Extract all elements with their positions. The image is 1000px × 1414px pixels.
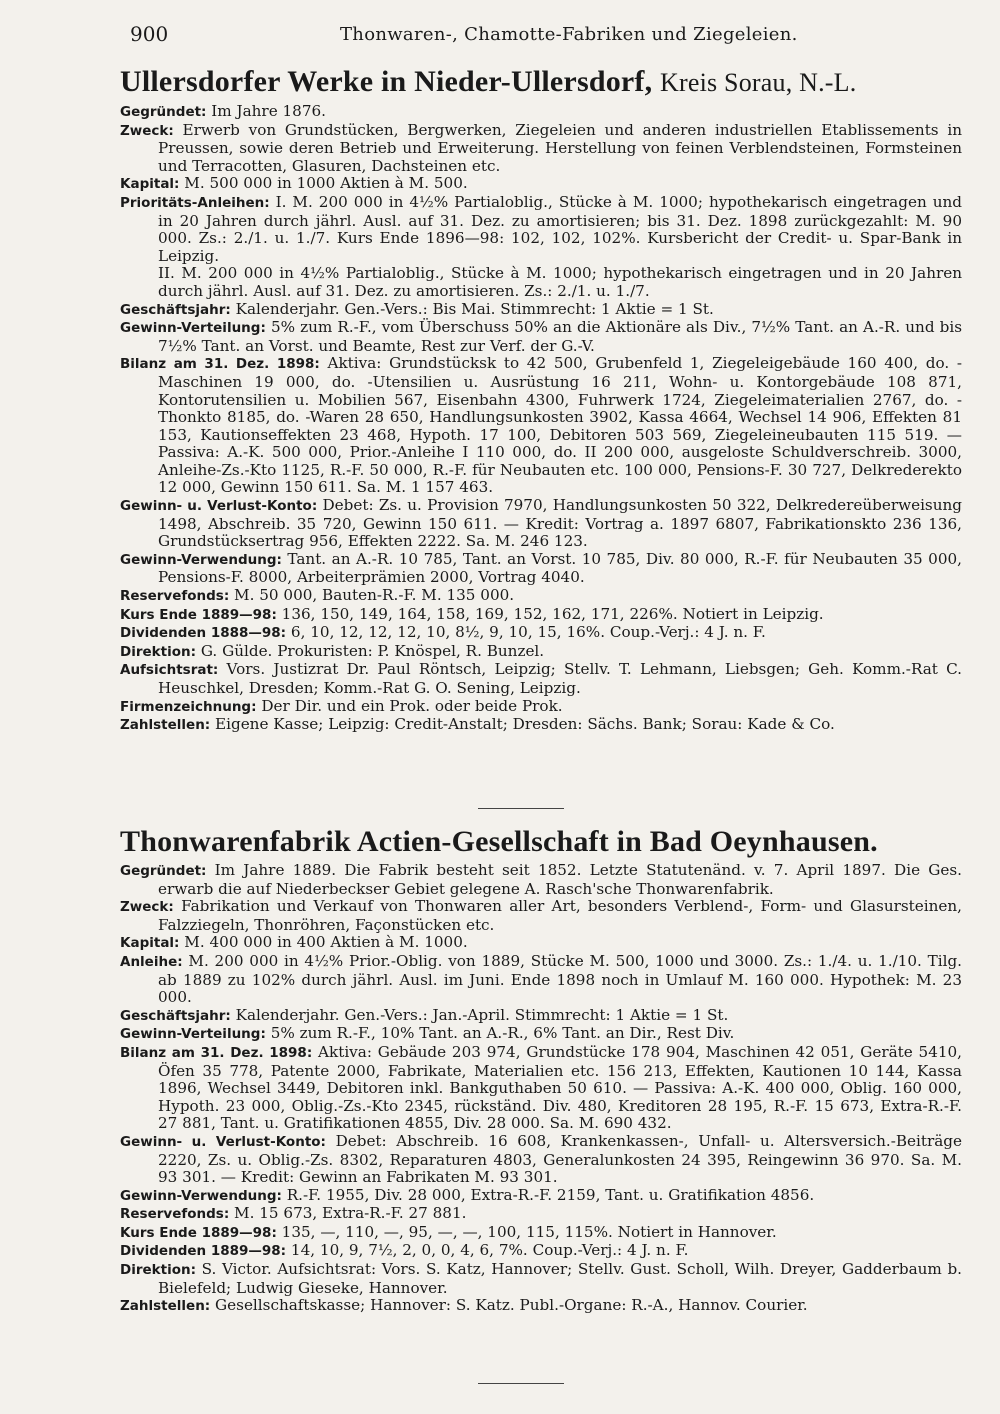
entry-label: Gewinn-Verwendung:	[120, 551, 282, 568]
entry-text: 14, 10, 9, 7½, 2, 0, 0, 4, 6, 7%. Coup.-Verj.: 4 J. n. F.	[290, 1241, 689, 1260]
entry-label: Geschäftsjahr:	[120, 1007, 231, 1024]
running-title: Thonwaren-, Chamotte-Fabriken und Ziegeleien.	[340, 24, 798, 45]
company-title	[120, 64, 962, 101]
entry-text: M. 400 000 in 400 Aktien à M. 1000.	[184, 933, 468, 952]
entry-text: Gesellschaftskasse; Hannover: S. Katz. Publ.-Organe: R.-A., Hannov. Courier.	[215, 1296, 808, 1315]
entry-text: Debet: Abschreib. 16 608, Krankenkassen-, Unfall- u. Altersversich.-Beiträge 2220, Zs. u. Oblig.-Zs. 8302, Reparaturen 4803, Generalunkosten 24 395, Reingewinn 36 970. Sa. M. 93 301. — Kredit: Gewinn an Fabrikaten M. 93 301.	[158, 1131, 962, 1187]
entry-label: Kapital:	[120, 935, 180, 952]
entry-kapital	[120, 934, 962, 953]
entry-gewinn-verwendung	[120, 1187, 962, 1206]
entry-label: Kurs Ende 1889—98:	[120, 1224, 277, 1241]
entry-geschaeftsjahr	[120, 1007, 962, 1026]
entry-label: Dividenden 1889—98:	[120, 1243, 287, 1260]
entry-text: G. Gülde. Prokuristen: P. Knöspel, R. Bunzel.	[200, 641, 545, 660]
entry-label: Geschäftsjahr:	[120, 301, 231, 318]
entry-bilanz	[120, 355, 962, 497]
entry-kapital	[120, 175, 962, 194]
entry-zahlstellen	[120, 716, 962, 735]
entry-label: Gewinn- u. Verlust-Konto:	[120, 1133, 326, 1150]
entry-firmenzeichnung	[120, 698, 962, 717]
entry-label: Gegründet:	[120, 863, 207, 879]
entry-anleihe	[120, 953, 962, 1007]
entry-text: Der Dir. und ein Prok. oder beide Prok.	[261, 696, 563, 715]
section-divider	[478, 1383, 564, 1384]
entry-label: Gegründet:	[120, 104, 207, 120]
entry-text: II. M. 200 000 in 4½% Partialoblig., Stücke à M. 1000; hypothekarisch eingetragen und in 20 Jahren durch jährl. Ausl. auf 31. Dez. zu amortisieren. Zs.: 2./1. u. 1./7.	[158, 264, 962, 300]
entry-label: Kurs Ende 1889—98:	[120, 606, 277, 623]
company-entry-ullersdorfer	[120, 64, 962, 735]
entry-gegruendet	[120, 103, 962, 122]
entry-zahlstellen	[120, 1297, 962, 1316]
entry-label: Reservefonds:	[120, 588, 230, 605]
entry-text: M. 500 000 in 1000 Aktien à M. 500.	[184, 174, 468, 193]
section-divider	[478, 808, 564, 809]
entry-label: Gewinn- u. Verlust-Konto:	[120, 498, 318, 515]
entry-text: Im Jahre 1889. Die Fabrik besteht seit 1852. Letzte Statutenänd. v. 7. April 1897. Die Ges. erwarb die auf Niederbeckser Gebiet gelegene A. Rasch'sche Thonwarenfabrik.	[158, 861, 962, 898]
entry-text: S. Victor. Aufsichtsrat: Vors. S. Katz, Hannover; Stellv. Gust. Scholl, Wilh. Dreyer, Gadderbaum b. Bielefeld; Ludwig Gieseke, Hannover.	[158, 1260, 962, 1297]
entry-text: Im Jahre 1876.	[211, 102, 326, 120]
entry-label: Gewinn-Verwendung:	[120, 1187, 282, 1204]
entry-label: Prioritäts-Anleihen:	[120, 194, 270, 211]
entry-direktion	[120, 1261, 962, 1297]
entry-text: M. 50 000, Bauten-R.-F. M. 135 000.	[234, 586, 515, 605]
company-location: Kreis Sorau, N.-L.	[660, 68, 857, 97]
entry-label: Bilanz am 31. Dez. 1898:	[120, 1044, 313, 1061]
entry-geschaeftsjahr	[120, 301, 962, 320]
entry-anleihe-ii	[120, 265, 962, 300]
entry-label: Aufsichtsrat:	[120, 662, 219, 679]
entry-label: Kapital:	[120, 176, 180, 193]
entry-kurs	[120, 606, 962, 625]
entry-label: Reservefonds:	[120, 1206, 230, 1223]
entry-reservefonds	[120, 1205, 962, 1224]
entry-label: Zweck:	[120, 899, 174, 916]
entry-label: Zweck:	[120, 122, 174, 139]
entry-text: Aktiva: Grundstücksk to 42 500, Grubenfeld 1, Ziegeleigebäude 160 400, do. -Maschinen 19 000, do. -Utensilien u. Ausrüstung 16 211, Wohn- u. Kontorgebäude 108 871, Kontorutensilien u. Mobilien 567, Eisenbahn 4300, Fuhrwerk 1724, Ziegeleimaterialien 2767, do. -Thonkto 8185, do. -Waren 28 650, Handlungsunkosten 3902, Kassa 4664, Wechsel 14 906, Effekten 81 153, Kautionseffekten 23 468, Hypoth. 17 100, Debitoren 503 569, Ziegeleineubauten 115 519. — Passiva: A.-K. 500 000, Prior.-Anleihe I 110 000, do. II 200 000, ausgeloste Schuldverschreib. 3000, Anleihe-Zs.-Kto 1125, R.-F. 50 000, R.-F. für Neubauten etc. 100 000, Pensions-F. 30 727, Delkrederekto 12 000, Gewinn 150 611. Sa. M. 1 157 463.	[158, 354, 962, 497]
entry-gewinn-verlust-konto	[120, 497, 962, 551]
entry-prioritaets-anleihen	[120, 194, 962, 265]
entry-text: 5% zum R.-F., vom Überschuss 50% an die Aktionäre als Div., 7½% Tant. an A.-R. und bis 7½% Tant. an Vorst. und Beamte, Rest zur Verf. der G.-V.	[158, 318, 963, 355]
entry-label: Direktion:	[120, 1262, 196, 1279]
entry-dividenden	[120, 624, 962, 643]
entry-text: Tant. an A.-R. 10 785, Tant. an Vorst. 10 785, Div. 80 000, R.-F. für Neubauten 35 000, Pensions-F. 8000, Arbeiterprämien 2000, Vortrag 4040.	[158, 549, 962, 587]
entry-label: Anleihe:	[120, 953, 183, 970]
entry-text: I. M. 200 000 in 4½% Partialoblig., Stücke à M. 1000; hypothekarisch eingetragen und in 20 Jahren durch jährl. Ausl. auf 31. Dez. zu amortisieren; bis 31. Dez. 1898 zurückgezahlt: M. 90 000. Zs.: 2./1. u. 1./7. Kurs Ende 1896—98: 102, 102, 102%. Kursbericht der Credit- u. Spar-Bank in Leipzig.	[158, 192, 962, 265]
entry-text: Debet: Zs. u. Provision 7970, Handlungsunkosten 50 322, Delkredereüberweisung 1498, Abschreib. 35 720, Gewinn 150 611. — Kredit: Vortrag a. 1897 6807, Fabrikationskto 236 136, Grundstücksertrag 956, Effekten 2222. Sa. M. 246 123.	[158, 496, 963, 551]
entry-bilanz	[120, 1044, 962, 1133]
entry-label: Zahlstellen:	[120, 1298, 211, 1315]
entry-text: Kalenderjahr. Gen.-Vers.: Bis Mai. Stimmrecht: 1 Aktie = 1 St.	[235, 299, 714, 318]
entry-text: Fabrikation und Verkauf von Thonwaren aller Art, besonders Verblend-, Form- und Glasursteinen, Falzziegeln, Thonröhren, Façonstücken etc.	[158, 897, 962, 934]
entry-text: 136, 150, 149, 164, 158, 169, 152, 162, 171, 226%. Notiert in Leipzig.	[281, 604, 824, 623]
entry-gegruendet	[120, 862, 962, 898]
entry-text: Kalenderjahr. Gen.-Vers.: Jan.-April. Stimmrecht: 1 Aktie = 1 St.	[235, 1005, 729, 1024]
entry-reservefonds	[120, 587, 962, 606]
company-name: Thonwarenfabrik Actien-Gesellschaft in Bad Oeynhausen.	[120, 825, 878, 858]
page-number: 900	[130, 22, 169, 46]
entry-gewinn-verteilung	[120, 1025, 962, 1044]
company-name: Ullersdorfer Werke in Nieder-Ullersdorf,	[120, 65, 653, 98]
entry-text: Erwerb von Grundstücken, Bergwerken, Ziegeleien und anderen industriellen Etablissements in Preussen, sowie deren Betrieb und Erweiterung. Herstellung von feinen Verblendsteinen, Formsteinen und Terracotten, Glasuren, Dachsteinen etc.	[158, 120, 962, 175]
entry-gewinn-verteilung	[120, 319, 962, 355]
entry-text: Aktiva: Gebäude 203 974, Grundstücke 178 904, Maschinen 42 051, Geräte 5410, Öfen 35 778, Patente 2000, Fabrikate, Materialien etc. 156 213, Effekten, Kautionen 10 144, Kassa 1896, Wechsel 3449, Debitoren inkl. Bankguthaben 50 610. — Passiva: A.-K. 400 000, Oblig. 160 000, Hypoth. 23 000, Oblig.-Zs.-Kto 2345, rückständ. Div. 480, Kreditoren 28 195, R.-F. 15 673, Extra-R.-F. 27 881, Tant. u. Gratifikationen 4855, Div. 28 000. Sa. M. 690 432.	[158, 1042, 963, 1133]
entry-dividenden	[120, 1242, 962, 1261]
entry-text: M. 200 000 in 4½% Prior.-Oblig. von 1889, Stücke M. 500, 1000 und 3000. Zs.: 1./4. u. 1./10. Tilg. ab 1889 zu 102% durch jährl. Ausl. im Juni. Ende 1898 noch in Umlauf M. 160 000. Hypothek: M. 23 000.	[158, 951, 963, 1007]
company-entry-thonwarenfabrik	[120, 824, 962, 1316]
company-title	[120, 824, 962, 860]
entry-kurs	[120, 1224, 962, 1243]
entry-label: Direktion:	[120, 643, 196, 660]
entry-text: Vors. Justizrat Dr. Paul Röntsch, Leipzig; Stellv. T. Lehmann, Liebsgen; Geh. Komm.-Rat C. Heuschkel, Dresden; Komm.-Rat G. O. Sening, Leipzig.	[158, 660, 962, 697]
running-header	[130, 22, 960, 52]
entry-label: Gewinn-Verteilung:	[120, 1026, 266, 1043]
entry-text: R.-F. 1955, Div. 28 000, Extra-R.-F. 2159, Tant. u. Gratifikation 4856.	[286, 1185, 815, 1204]
entry-text: 5% zum R.-F., 10% Tant. an A.-R., 6% Tant. an Dir., Rest Div.	[270, 1024, 735, 1043]
entry-text: 135, —, 110, —, 95, —, —, 100, 115, 115%. Notiert in Hannover.	[281, 1222, 777, 1241]
entry-zweck	[120, 122, 962, 176]
entry-direktion	[120, 643, 962, 662]
entry-zweck	[120, 898, 962, 934]
entry-gewinn-verlust-konto	[120, 1133, 962, 1187]
entry-label: Gewinn-Verteilung:	[120, 320, 266, 337]
entry-text: M. 15 673, Extra-R.-F. 27 881.	[234, 1204, 467, 1223]
entry-label: Dividenden 1888—98:	[120, 625, 287, 642]
entry-text: 6, 10, 12, 12, 12, 10, 8½, 9, 10, 15, 16%. Coup.-Verj.: 4 J. n. F.	[290, 623, 766, 642]
entry-text: Eigene Kasse; Leipzig: Credit-Anstalt; Dresden: Sächs. Bank; Sorau: Kade & Co.	[215, 715, 835, 734]
entry-label: Firmenzeichnung:	[120, 698, 257, 715]
entry-label: Zahlstellen:	[120, 717, 211, 734]
entry-label: Bilanz am 31. Dez. 1898:	[120, 356, 320, 373]
entry-gewinn-verwendung	[120, 551, 962, 587]
entry-aufsichtsrat	[120, 661, 962, 697]
